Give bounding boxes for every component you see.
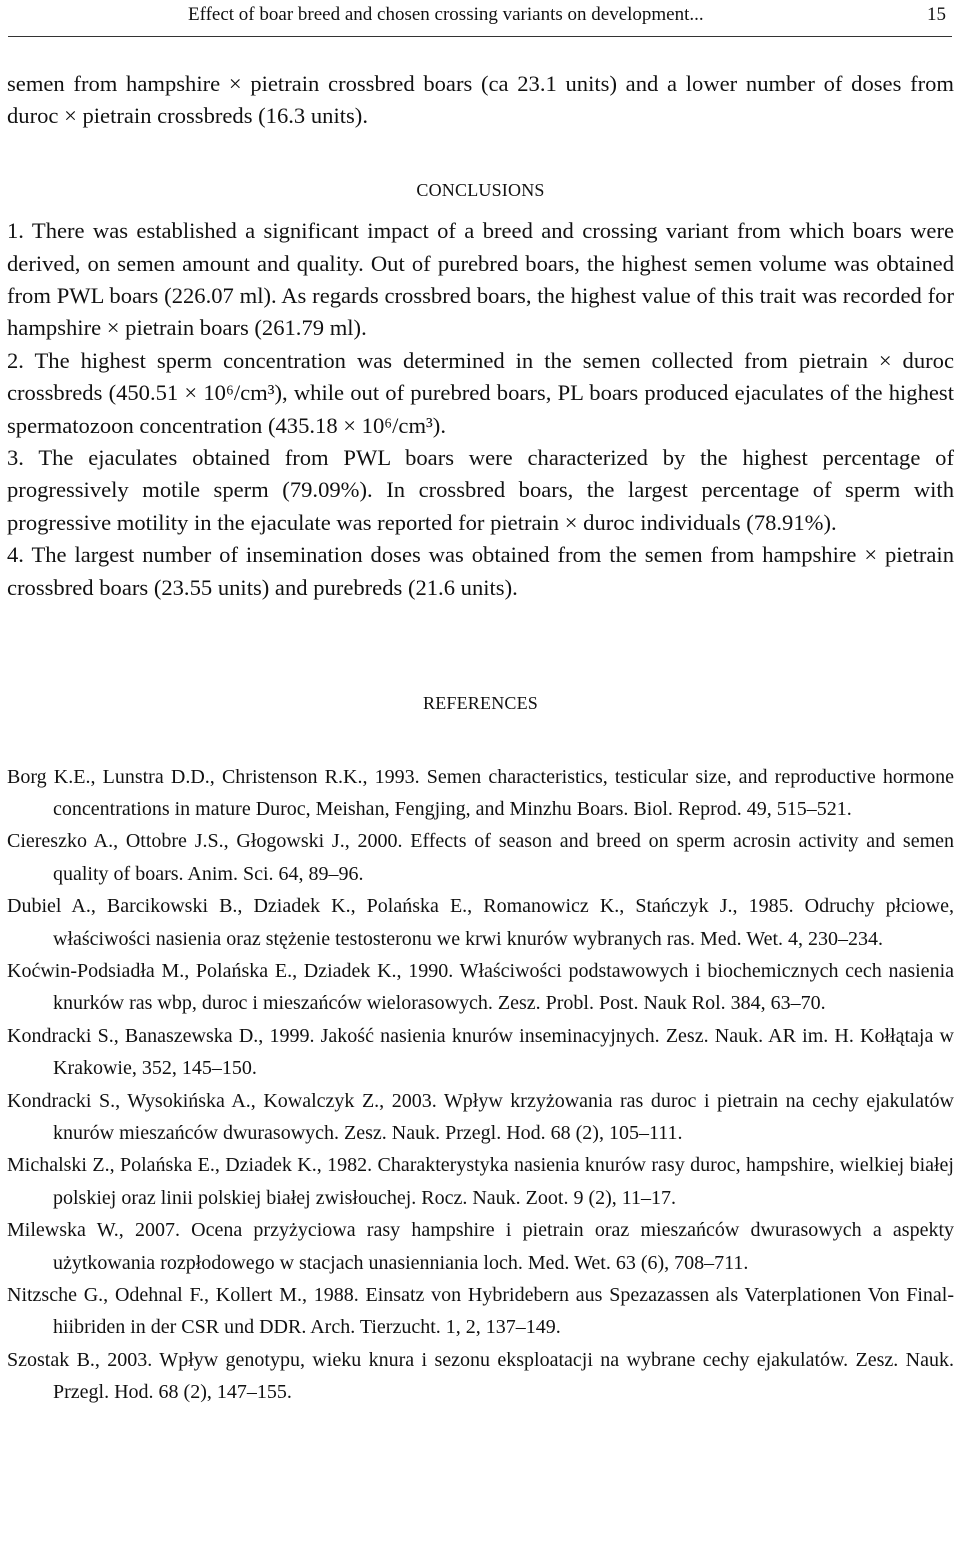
conclusion-item: 3. The ejaculates obtained from PWL boars were characterized by the highest percentage of progressively motile sperm (79.09%). In crossbred boars, the largest percentage of sperm with progressive motility in the ejaculate was reported for pietrain × duroc individuals (78.91%). xyxy=(7,445,954,535)
reference-item: Kondracki S., Banaszewska D., 1999. Jakość nasienia knurów inseminacyjnych. Zesz. Nauk. AR im. H. Kołłątaja w Krakowie, 352, 145–150. xyxy=(7,1024,954,1080)
intro-paragraph: semen from hampshire × pietrain crossbred boars (ca 23.1 units) and a lower number of doses from duroc × pietrain crossbreds (16.3 units). xyxy=(7,71,954,129)
page-body xyxy=(7,68,954,1409)
reference-item: Ciereszko A., Ottobre J.S., Głogowski J., 2000. Effects of season and breed on sperm acrosin activity and semen quality of boars. Anim. Sci. 64, 89–96. xyxy=(7,830,954,885)
conclusion-item: 2. The highest sperm concentration was determined in the semen collected from pietrain × duroc crossbreds (450.51 × 10⁶/cm³), while out of purebred boars, PL boars produced ejaculates of the highest spermatozoon concentration (435.18 × 10⁶/cm³). xyxy=(7,347,954,438)
conclusion-item: 1. There was established a significant impact of a breed and crossing variant from which boars were derived, on semen amount and quality. Out of purebred boars, the highest semen volume was obtained from PWL boars (226.07 ml). As regards crossbred boars, the highest value of this trait was recorded for hampshire × pietrain boars (261.79 ml). xyxy=(7,218,954,341)
reference-item: Nitzsche G., Odehnal F., Kollert M., 1988. Einsatz von Hybridebern aus Spezazassen als Vaterplationen Von Final-hiibriden in der CSR und DDR. Arch. Tierzucht. 1, 2, 137–149. xyxy=(7,1284,954,1339)
reference-item: Dubiel A., Barcikowski B., Dziadek K., Polańska E., Romanowicz K., Stańczyk J., 1985. Odruchy płciowe, właściwości nasienia oraz stężenie testosteronu we krwi knurów wybranych ras. Med. Wet. 4, 230–234. xyxy=(7,895,954,950)
page-number: 15 xyxy=(927,4,946,25)
conclusion-item: 4. The largest number of insemination doses was obtained from the semen from hampshire × pietrain crossbred boars (23.55 units) and purebreds (21.6 units). xyxy=(7,542,954,600)
reference-item: Koćwin-Podsiadła M., Polańska E., Dziadek K., 1990. Właściwości podstawowych i biochemicznych cech nasienia knurków ras wbp, duroc i mieszańców wielorasowych. Zesz. Probl. Post. Nauk Rol. 384, 63–70. xyxy=(7,959,954,1015)
references-list xyxy=(7,761,954,1409)
conclusions-heading: CONCLUSIONS xyxy=(416,179,545,200)
reference-item: Szostak B., 2003. Wpływ genotypu, wieku knura i sezonu eksploatacji na wybrane cechy ejakulatów. Zesz. Nauk. Przegl. Hod. 68 (2), 147–155. xyxy=(7,1348,954,1404)
running-header xyxy=(8,0,952,37)
reference-item: Michalski Z., Polańska E., Dziadek K., 1982. Charakterystyka nasienia knurów rasy duroc, hampshire, wielkiej białej polskiej oraz linii polskiej białej zwisłouchej. Rocz. Nauk. Zoot. 9 (2), 11–17. xyxy=(7,1154,954,1209)
reference-item: Kondracki S., Wysokińska A., Kowalczyk Z., 2003. Wpływ krzyżowania ras duroc i pietrain na cechy ejakulatów knurów mieszańców dwurasowych. Zesz. Nauk. Przegl. Hod. 68 (2), 105–111. xyxy=(7,1089,954,1144)
reference-item: Borg K.E., Lunstra D.D., Christenson R.K., 1993. Semen characteristics, testicular size, and reproductive hormone concentrations in mature Duroc, Meishan, Fengjing, and Minzhu Boars. Biol. Reprod. 49, 515–521. xyxy=(7,765,954,820)
reference-item: Milewska W., 2007. Ocena przyżyciowa rasy hampshire i pietrain oraz mieszańców dwurasowych a aspekty użytkowania rozpłodowego w stacjach unasienniania loch. Med. Wet. 63 (6), 708–711. xyxy=(7,1219,954,1274)
references-heading: REFERENCES xyxy=(422,693,539,714)
running-header-title: Effect of boar breed and chosen crossing variants on development... xyxy=(188,4,704,25)
conclusions-list xyxy=(7,215,954,604)
